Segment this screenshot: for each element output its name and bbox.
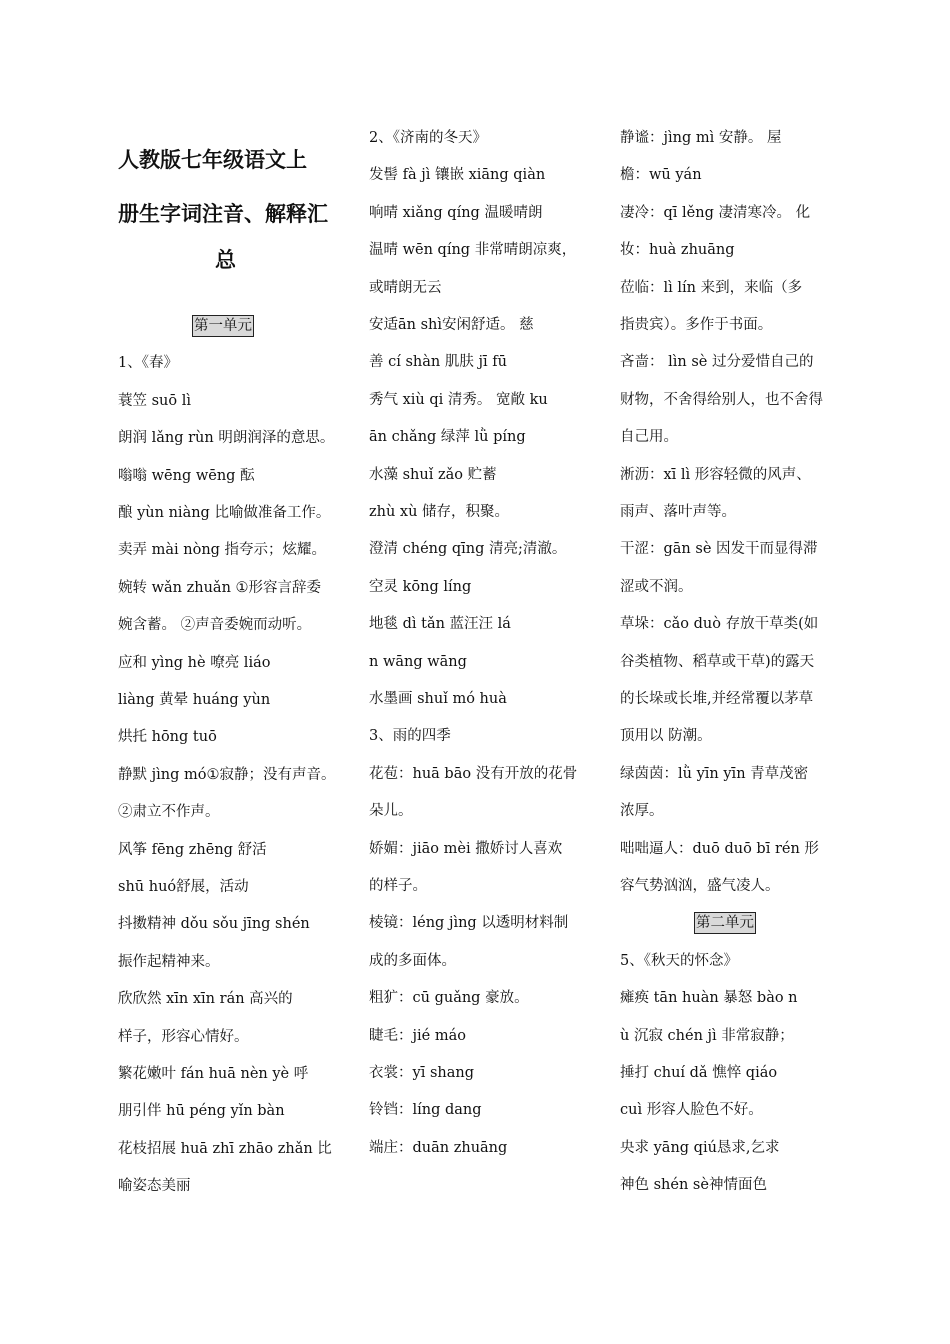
text-line: shū huó舒展，活动 (118, 879, 249, 895)
text-line: 成的多面体。 (369, 952, 456, 969)
text-line: 谷类植物、稻草或干草)的露天 (620, 653, 815, 670)
text-line: 婉含蓄。 ②声音委婉而动听。 (118, 617, 312, 634)
text-line: ān chǎng 绿萍 lǜ píng (369, 429, 526, 446)
text-line: 5、《秋天的怀念》 (620, 952, 738, 969)
text-line: 3、雨的四季 (369, 728, 451, 745)
text-line: 水墨画 shuǐ mó huà (369, 691, 507, 707)
text-line: ù 沉寂 chén jì 非常寂静； (620, 1027, 794, 1044)
text-line: 铃铛：líng dang (369, 1102, 482, 1119)
text-line: 或晴朗无云 (369, 279, 442, 296)
text-line: 振作起精神来。 (118, 953, 220, 970)
text-line: zhù xù 储存，积聚。 (369, 504, 510, 520)
text-line: 绿茵茵：lǜ yīn yīn 青草茂密 (620, 765, 809, 782)
title-line: 总 (215, 248, 236, 272)
text-line: 粗犷：cū guǎng 豪放。 (369, 990, 529, 1007)
text-line: 空灵 kōng líng (369, 578, 472, 595)
text-line: 朗润 lǎng rùn 明朗润泽的意思。 (118, 430, 335, 447)
text-line: 莅临：lì lín 来到，来临（多 (620, 279, 803, 296)
text-line: 喻姿态美丽 (118, 1178, 191, 1195)
text-line: 婉转 wǎn zhuǎn ①形容言辞委 (118, 579, 322, 596)
text-line: 澄清 chéng qīng 清亮;清澈。 (369, 541, 567, 558)
text-line: 棱镜：léng jìng 以透明材料制 (369, 915, 569, 932)
text-line: 静谧：jìng mì 安静。 屋 (620, 130, 782, 146)
text-line: 烘托 hōng tuō (118, 729, 217, 746)
text-line: 样子，形容心情好。 (118, 1028, 249, 1045)
text-line: 应和 yìng hè 嘹亮 liáo (118, 654, 271, 671)
text-line: 安适ān shì安闲舒适。 慈 (369, 317, 534, 333)
text-line: 娇媚：jiāo mèi 撒娇讨人喜欢 (369, 840, 563, 857)
unit-heading: 第一单元 (192, 315, 254, 337)
text-line: 善 cí shàn 肌肤 jī fū (369, 354, 507, 371)
text-line: ②肃立不作声。 (118, 804, 220, 821)
text-line: liàng 黄晕 huáng yùn (118, 692, 271, 708)
text-line: 端庄：duān zhuāng (369, 1139, 508, 1156)
text-line: 雨声、落叶声等。 (620, 504, 736, 520)
text-line: 咄咄逼人：duō duō bī rén 形 (620, 840, 819, 857)
text-line: 欣欣然 xīn xīn rán 高兴的 (118, 991, 293, 1008)
text-line: 嗡嗡 wēng wēng 酝 (118, 467, 255, 484)
text-line: 涩或不润。 (620, 578, 693, 595)
text-line: 抖擞精神 dǒu sǒu jīng shén (118, 916, 310, 933)
text-line: 酿 yùn niàng 比喻做准备工作。 (118, 505, 331, 521)
text-line: 秀气 xiù qi 清秀。 宽敞 ku (369, 391, 548, 408)
text-line: 1、《春》 (118, 355, 178, 372)
text-line: 发髻 fà jì 镶嵌 xiāng qiàn (369, 167, 546, 184)
text-line: 静默 jìng mó①寂静；没有声音。 (118, 766, 336, 783)
text-line: 吝啬： lìn sè 过分爱惜自己的 (620, 354, 814, 371)
text-line: 檐：wū yán (620, 167, 702, 184)
unit-heading: 第二单元 (694, 912, 756, 934)
text-line: 自己用。 (620, 429, 678, 446)
text-line: 水藻 shuǐ zǎo 贮蓄 (369, 466, 497, 483)
text-line: 神色 shén sè神情面色 (620, 1177, 767, 1194)
text-line: 朋引伴 hū péng yǐn bàn (118, 1103, 285, 1120)
text-line: 容气势汹汹，盛气凌人。 (620, 878, 780, 894)
text-line: 的长垛或长堆,并经常覆以茅草 (620, 691, 814, 707)
text-line: 温晴 wēn qíng 非常晴朗凉爽， (369, 242, 577, 259)
text-line: 衣裳：yī shang (369, 1065, 474, 1081)
text-line: 风筝 fēng zhēng 舒活 (118, 841, 267, 858)
text-line: 睫毛：jié máo (369, 1027, 466, 1044)
title-line: 人教版七年级语文上 (118, 148, 307, 172)
text-line: 财物，不舍得给别人，也不舍得 (620, 391, 823, 408)
text-line: 瘫痪 tān huàn 暴怒 bào n (620, 990, 798, 1007)
text-line: 响晴 xiǎng qíng 温暖晴朗 (369, 204, 543, 221)
text-line: 花枝招展 huā zhī zhāo zhǎn 比 (118, 1140, 332, 1157)
text-line: 2、《济南的冬天》 (369, 130, 487, 146)
text-line: 草垛：cǎo duò 存放干草类(如 (620, 616, 819, 633)
text-line: 浓厚。 (620, 803, 664, 820)
text-line: 的样子。 (369, 878, 427, 894)
text-line: n wāng wāng (369, 653, 467, 670)
text-line: 指贵宾）。多作于书面。 (620, 317, 773, 333)
text-line: 淅沥：xī lì 形容轻微的风声、 (620, 466, 811, 483)
text-line: 顶用以 防潮。 (620, 728, 712, 745)
title-line: 册生字词注音、解释汇 (118, 202, 328, 226)
text-line: 央求 yāng qiú恳求,乞求 (620, 1139, 780, 1156)
text-line: 捶打 chuí dǎ 憔悴 qiáo (620, 1065, 778, 1081)
text-line: 蓑笠 suō lì (118, 392, 192, 409)
text-line: 地毯 dì tǎn 蓝汪汪 lá (369, 616, 511, 633)
text-line: 干涩：gān sè 因发干而显得滞 (620, 541, 818, 558)
text-line: 花苞：huā bāo 没有开放的花骨 (369, 765, 578, 782)
text-line: 凄冷：qī lěng 凄清寒冷。 化 (620, 204, 811, 221)
text-line: 繁花嫩叶 fán huā nèn yè 呼 (118, 1066, 309, 1082)
text-line: cuì 形容人脸色不好。 (620, 1102, 763, 1119)
text-line: 朵儿。 (369, 803, 413, 820)
text-line: 卖弄 mài nòng 指夸示；炫耀。 (118, 542, 327, 559)
text-line: 妆：huà zhuāng (620, 242, 735, 259)
